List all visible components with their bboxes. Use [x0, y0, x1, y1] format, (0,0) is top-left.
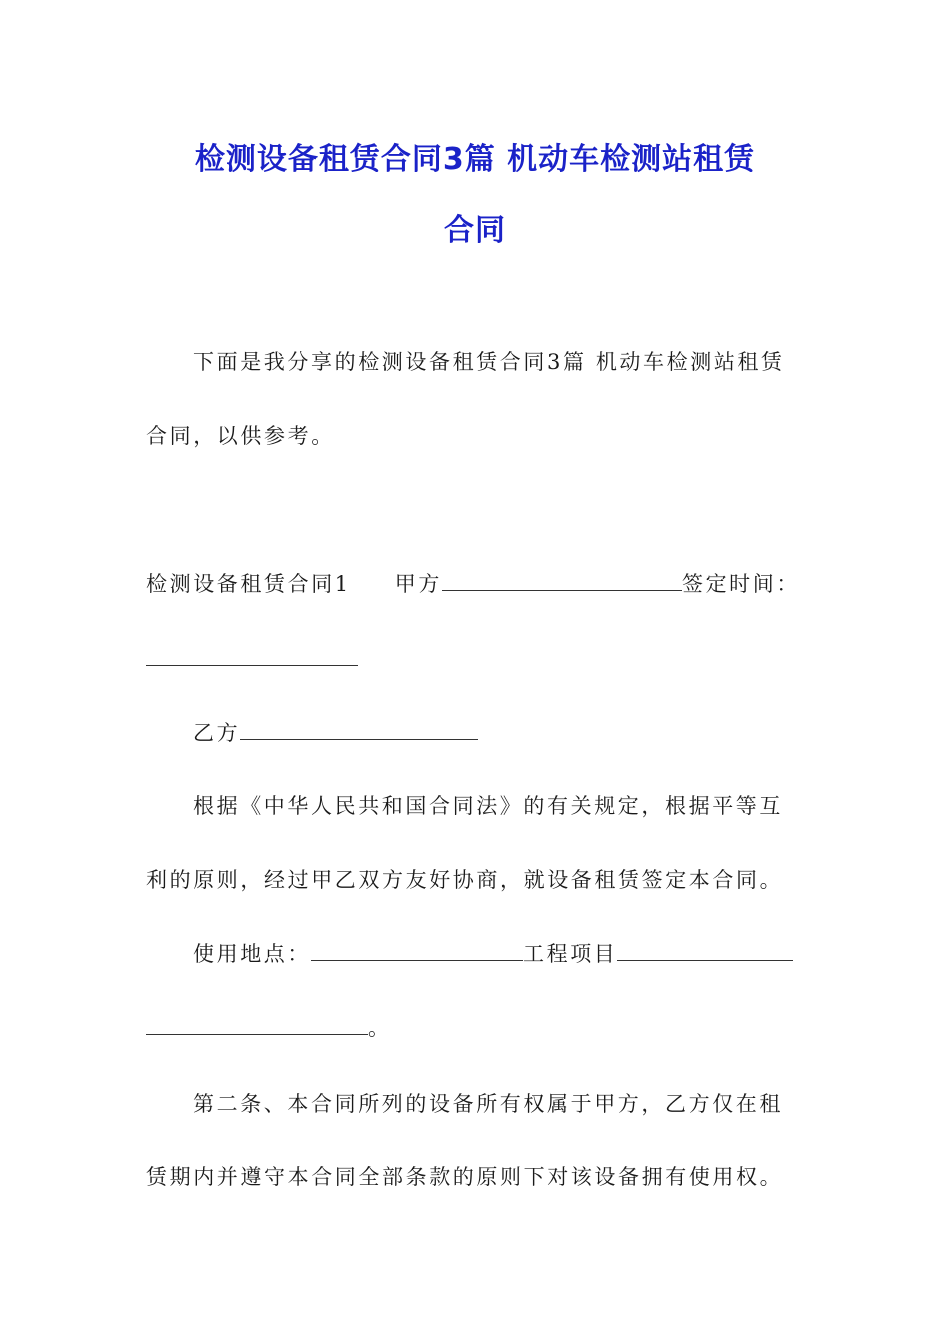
party-b-label: 乙方 [193, 721, 241, 745]
contract-header-line [146, 568, 800, 598]
party-a-blank [442, 568, 682, 591]
party-b-blank [240, 717, 478, 740]
sign-time-blank-line [146, 643, 358, 671]
location-blank [311, 938, 523, 961]
article2-line-1: 第二条、本合同所列的设备所有权属于甲方，乙方仅在租 [193, 1092, 783, 1116]
location-label: 使用地点： [193, 942, 311, 966]
project-blank [617, 938, 793, 961]
intro-line-1: 下面是我分享的检测设备租赁合同3篇 机动车检测站租赁 [193, 350, 785, 374]
sign-time-label: 签定时间： [681, 572, 800, 596]
article2-line-2: 赁期内并遵守本合同全部条款的原则下对该设备拥有使用权。 [146, 1165, 784, 1189]
intro-line-2: 合同，以供参考。 [146, 424, 335, 448]
document-title-line-2: 合同 [444, 213, 506, 248]
party-b-line [193, 717, 478, 747]
contract-heading: 检测设备租赁合同1 [146, 572, 351, 596]
location-line [193, 938, 793, 968]
project-label: 工程项目 [523, 942, 618, 966]
period-mark: 。 [368, 1016, 392, 1040]
project-blank-line [146, 1012, 392, 1042]
sign-time-blank [146, 643, 358, 666]
para1-line-1: 根据《中华人民共和国合同法》的有关规定，根据平等互 [193, 794, 783, 818]
para1-line-2: 利的原则，经过甲乙双方友好协商，就设备租赁签定本合同。 [146, 868, 784, 892]
document-title-line-1: 检测设备租赁合同3篇 机动车检测站租赁 [194, 142, 756, 177]
project-blank-continued [146, 1012, 368, 1035]
party-a-label: 甲方 [394, 572, 442, 596]
